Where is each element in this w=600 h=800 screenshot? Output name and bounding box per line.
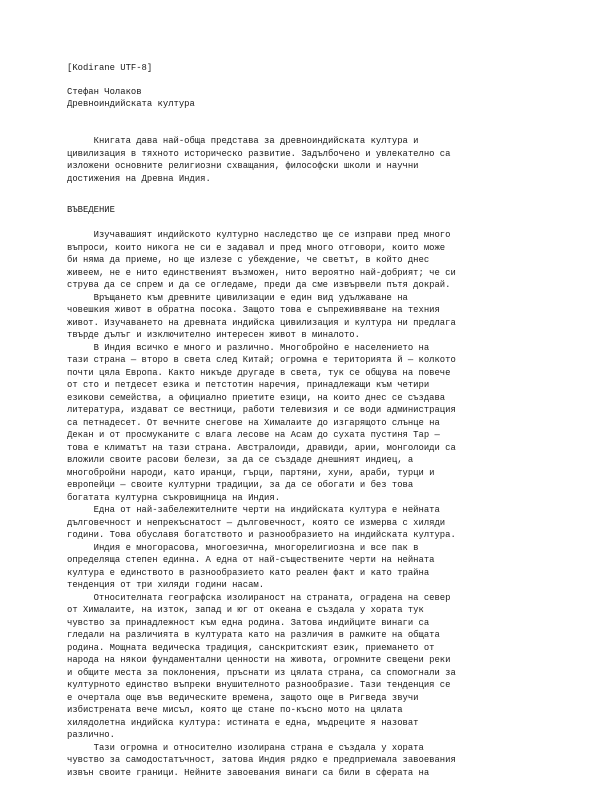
encoding-note: [Kodirane UTF-8]	[67, 63, 153, 73]
body-line: това е климатът на тази страна. Австралоиди, дравиди, арии, монголоиди са	[67, 442, 456, 453]
body-line: различно.	[67, 730, 115, 740]
body-line: чувство за принадлежност към една родина. Затова индийците винаги са	[67, 617, 430, 628]
body-line: родина. Мощната ведическа традиция, санскритският език, приемането от	[67, 642, 435, 653]
body-line: живеем, не е нито единственият възможен, нито вероятно най-добрият; че си	[67, 267, 456, 278]
body-line: е очертала още във ведическите времена, защото още в Ригведа звучи	[67, 692, 419, 703]
body-line: култура е единството в разнообразието като реален факт и като трайна	[67, 567, 430, 578]
body-line: чувство за самодостатъчност, затова Индия рядко е предприемала завоевания	[67, 755, 456, 765]
body-line: Връщането към древните цивилизации е един вид удължаване на	[67, 292, 408, 303]
body-line: хилядолетна индийска култура: истината е една, мъдреците я назоват	[67, 717, 419, 728]
section-heading: ВЪВЕДЕНИЕ	[67, 205, 115, 215]
abstract-line: Книгата дава най-обща представа за древноиндийската култура и	[67, 136, 419, 146]
body-line: тази страна — второ в света след Китай; огромна е територията й — колкото	[67, 355, 456, 365]
body-line: Изучавашият индийското културно наследство ще се изправи пред много	[67, 230, 451, 240]
body-line: от сто и петдесет езика и петстотин наречия, принадлежащи към четири	[67, 380, 430, 390]
abstract-line: цивилизация в тяхното историческо развитие. Задълбочено и увлекателно са	[67, 148, 451, 159]
abstract-line: достижения на Древна Индия.	[67, 173, 211, 184]
book-title: Древноиндийската култура	[67, 99, 195, 109]
body-line: човешкия живот в обратна посока. Защото това е съпреживяване на техния	[67, 305, 440, 315]
body-line: богатата културна съкровищница на Индия.	[67, 492, 281, 503]
body-line: литература, издават се вестници, работи телевизия и се води администрация	[67, 405, 456, 415]
body-line: Една от най-забележителните черти на индийската култура е нейната	[67, 505, 440, 515]
body-line: определяща степен единна. А една от най-съществените черти на нейната	[67, 555, 435, 565]
body-line: и общите места за поклонения, пръснати из цялата страна, са спомогнали за	[67, 667, 456, 678]
body-line: би няма да приеме, но ще излезе с убеждение, че светът, в който днес	[67, 255, 430, 265]
body-line: години. Това обуславя богатството и разнообразието на индийската култура.	[67, 530, 456, 540]
body-line: от Хималаите, на изток, запад и юг от океана е създала у хората тук	[67, 605, 424, 615]
body-line: избистрената вече мисъл, която ще стане по-късно мото на цялата	[67, 705, 403, 715]
body-line: въпроси, които никога не си е задавал и пред много отговори, които може	[67, 242, 446, 253]
abstract-line: изложени основните религиозни схващания, философски школи и научни	[67, 161, 419, 171]
body-line: извън своите граници. Нейните завоевания винаги са били в сферата на	[67, 767, 430, 778]
body-line: Тази огромна и относително изолирана страна е създала у хората	[67, 742, 424, 753]
body-line: Относителната географска изолираност на страната, оградена на север	[67, 592, 451, 603]
author-name: Стефан Чолаков	[67, 87, 142, 97]
body-line: В Индия всичко е много и различно. Многобройно е населението на	[67, 342, 430, 353]
body-line: многобройни народи, като иранци, гърци, партяни, хуни, араби, турци и	[67, 467, 435, 478]
body-line: езикови семейства, а официално приетите езици, на които днес се създава	[67, 392, 446, 403]
body-line: гледали на различията в културата като на различия в рамките на общата	[67, 630, 440, 640]
body-line: вложили своите расови белези, за да се създаде днешният индиец, а	[67, 455, 414, 465]
body-line: струва да се спрем и да се огледаме, преди да сме извървели пътя докрай.	[67, 280, 451, 290]
body-line: живот. Изучаването на древната индийска цивилизация и култура ни предлага	[67, 317, 456, 328]
body-line: дълговечност и непрекъснатост — дълговечност, която се измерва с хиляди	[67, 517, 446, 528]
body-line: твърде дълъг и изключително интересен живот в миналото.	[67, 330, 360, 340]
body-line: европейци — своите културни традиции, за да се обогати и без това	[67, 480, 414, 490]
body-line: народа на някои фундаментални ценности на живота, огромните свещени реки	[67, 655, 451, 665]
body-line: почти цяла Европа. Както никъде другаде в света, тук се общува на повече	[67, 367, 451, 378]
body-line: тенденция от три хиляди години насам.	[67, 580, 265, 590]
body-line: Декан и от просмуканите с влага лесове на Асам до сухата пустиня Тар —	[67, 430, 440, 440]
body-line: са петнадесет. От вечните снегове на Хималаите до изгарящото слънце на	[67, 417, 440, 428]
body-line: културното единство въпреки внушителното разнообразие. Тази тенденция се	[67, 680, 451, 690]
body-line: Индия е многорасова, многоезична, многорелигиозна и все пак в	[67, 542, 419, 553]
